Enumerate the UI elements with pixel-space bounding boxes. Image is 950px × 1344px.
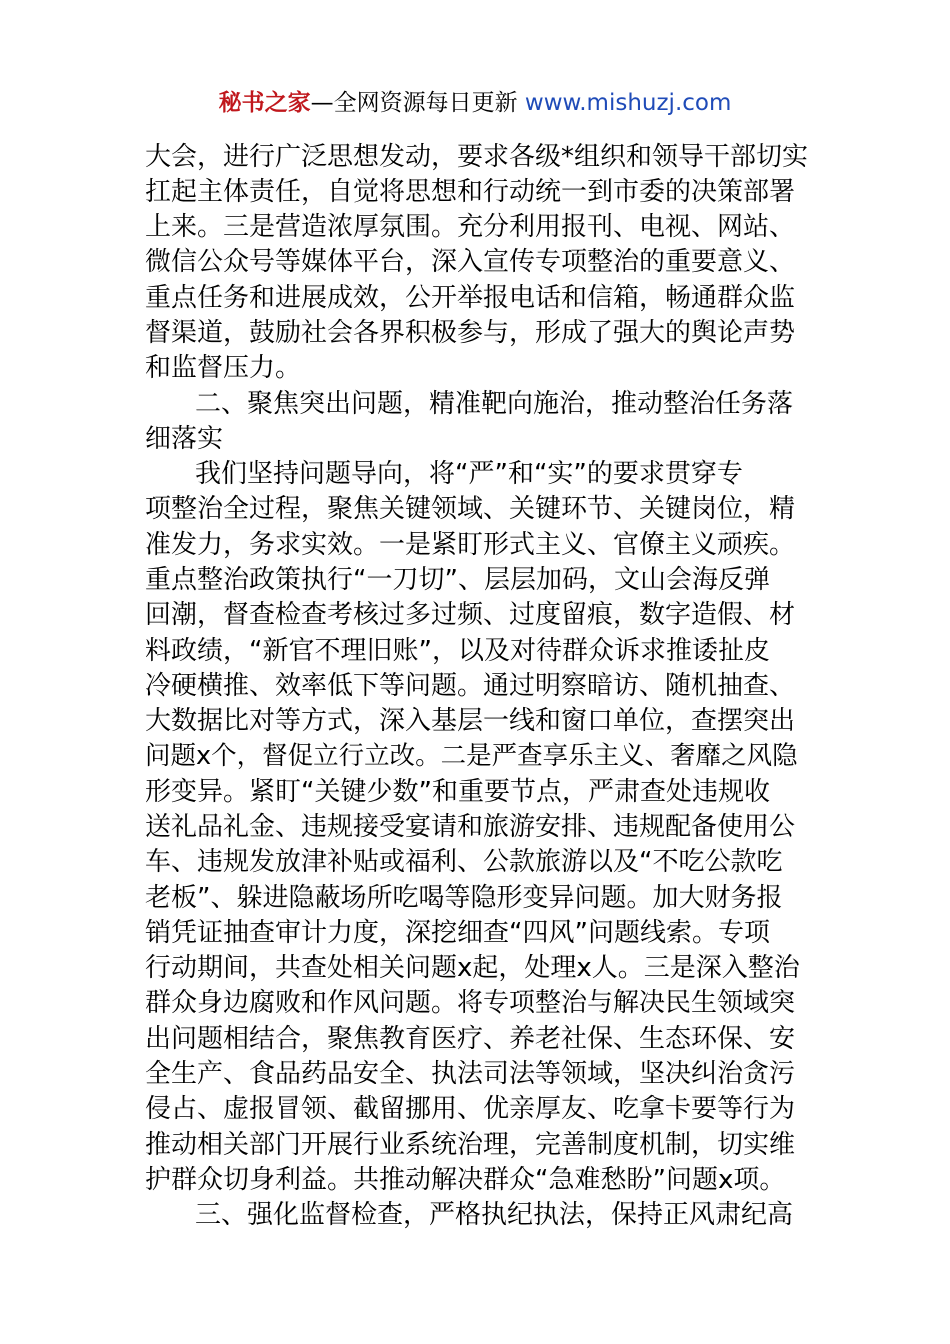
brand-name: 秘书之家 — [218, 90, 311, 116]
text-line: 上来。三是营造浓厚氛围。充分利用报刊、电视、网站、 — [145, 212, 796, 242]
text-line: 冷硬横推、效率低下等问题。通过明察暗访、随机抽查、 — [145, 671, 796, 701]
text-line: 准发力，务求实效。一是紧盯形式主义、官僚主义顽疾。 — [145, 530, 796, 560]
text-line: 扛起主体责任，自觉将思想和行动统一到市委的决策部署 — [145, 177, 796, 207]
section-heading: 三、强化监督检查，严格执纪执法，保持正风肃纪高 — [195, 1200, 794, 1230]
section-heading: 二、聚焦突出问题，精准靶向施治，推动整治任务落 — [195, 389, 794, 419]
text-line: 和监督压力。 — [145, 353, 302, 383]
text-line: 督渠道，鼓励社会各界积极参与，形成了强大的舆论声势 — [145, 318, 796, 348]
text-line: 销凭证抽查审计力度，深挖细查“四风”问题线索。专项 — [145, 918, 770, 948]
text-line: 群众身边腐败和作风问题。将专项整治与解决民生领域突 — [145, 988, 796, 1018]
text-line: 侵占、虚报冒领、截留挪用、优亲厚友、吃拿卡要等行为 — [145, 1094, 796, 1124]
text-line: 微信公众号等媒体平台，深入宣传专项整治的重要意义、 — [145, 247, 796, 277]
text-line: 大数据比对等方式，深入基层一线和窗口单位，查摆突出 — [145, 706, 796, 736]
text-line: 问题x个，督促立行立改。二是严查享乐主义、奢靡之风隐 — [145, 741, 798, 771]
header-slogan: —全网资源每日更新 — [310, 90, 518, 116]
section-heading-continued: 细落实 — [145, 424, 224, 454]
text-line: 料政绩，“新官不理旧账”，以及对待群众诉求推诿扯皮 — [145, 636, 770, 666]
text-line: 回潮，督查检查考核过多过频、过度留痕，数字造假、材 — [145, 600, 796, 630]
text-line: 护群众切身利益。共推动解决群众“急难愁盼”问题x项。 — [145, 1165, 786, 1195]
text-line: 出问题相结合，聚焦教育医疗、养老社保、生态环保、安 — [145, 1024, 796, 1054]
text-line: 全生产、食品药品安全、执法司法等领域，坚决纠治贪污 — [145, 1059, 796, 1089]
text-line: 车、违规发放津补贴或福利、公款旅游以及“不吃公款吃 — [145, 847, 783, 877]
text-line: 重点整治政策执行“一刀切”、层层加码，文山会海反弹 — [145, 565, 770, 595]
text-line: 送礼品礼金、违规接受宴请和旅游安排、违规配备使用公 — [145, 812, 796, 842]
text-line: 形变异。紧盯“关键少数”和重要节点，严肃查处违规收 — [145, 777, 770, 807]
text-line: 老板”、躲进隐蔽场所吃喝等隐形变异问题。加大财务报 — [145, 883, 783, 913]
text-line: 项整治全过程，聚焦关键领域、关键环节、关键岗位，精 — [145, 494, 796, 524]
text-line: 行动期间，共查处相关问题x起，处理x人。三是深入整治 — [145, 953, 800, 983]
header-url-link[interactable]: www.mishuzj.com — [524, 90, 732, 116]
text-line: 推动相关部门开展行业系统治理，完善制度机制，切实维 — [145, 1130, 796, 1160]
page-header — [0, 86, 950, 120]
paragraph-first-line: 我们坚持问题导向，将“严”和“实”的要求贯穿专 — [195, 459, 743, 489]
text-line: 大会，进行广泛思想发动，要求各级*组织和领导干部切实 — [145, 142, 809, 172]
text-line: 重点任务和进展成效，公开举报电话和信箱，畅通群众监 — [145, 283, 796, 313]
